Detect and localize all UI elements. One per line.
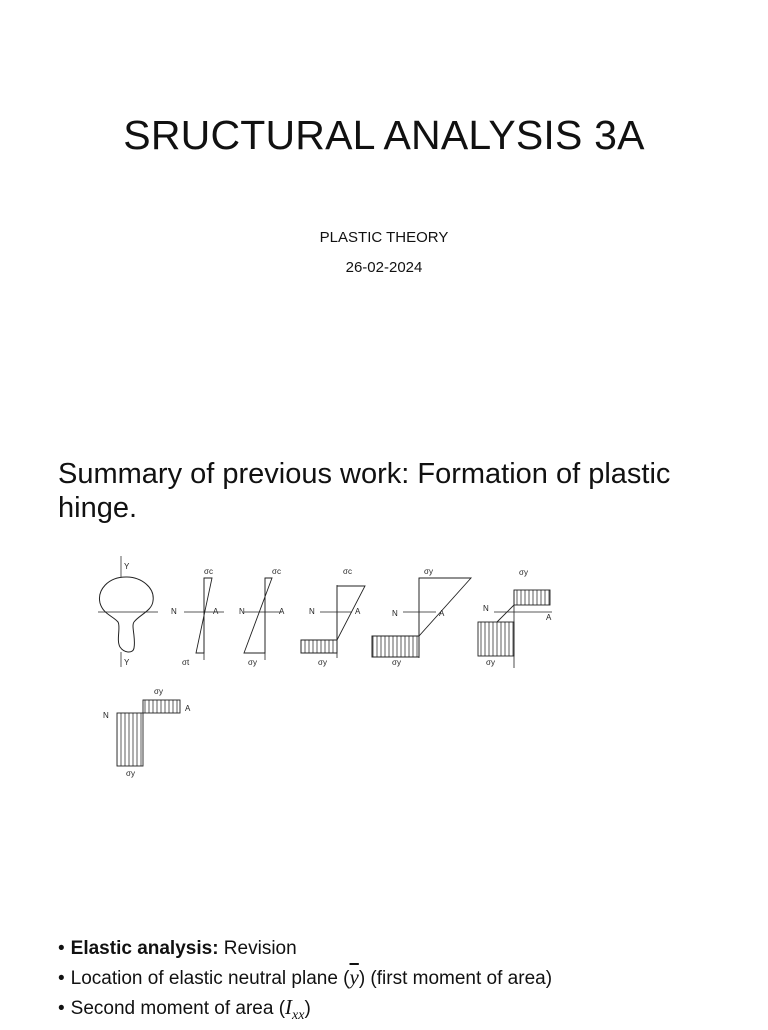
sigma-c-label-1: σc bbox=[204, 567, 213, 576]
sigma-y-label-4-top: σy bbox=[424, 567, 433, 576]
sigma-y-label-2: σy bbox=[248, 658, 257, 667]
stress-diagram-4 bbox=[372, 567, 471, 667]
sigma-y-label-4-bottom: σy bbox=[392, 658, 401, 667]
sigma-y-label-5-top: σy bbox=[519, 568, 528, 577]
n-label-2: N bbox=[239, 607, 245, 616]
a-label-4: A bbox=[439, 609, 445, 618]
bullet-second-moment: • Second moment of area $(I_{xx})$ bbox=[58, 993, 552, 1030]
bullet-list bbox=[58, 934, 552, 1030]
a-label-5: A bbox=[546, 613, 552, 622]
slide-date: 26-02-2024 bbox=[345, 259, 423, 276]
slide-subtitle: PLASTIC THEORY bbox=[319, 229, 449, 246]
summary-heading: Summary of previous work: Formation of plastic hinge. bbox=[58, 458, 671, 524]
stress-diagram-3 bbox=[301, 567, 365, 667]
slide-title: SRUCTURAL ANALYSIS 3A bbox=[123, 112, 645, 158]
y-label-bottom: Y bbox=[124, 658, 130, 667]
sigma-t-label-1: σt bbox=[182, 658, 190, 667]
sigma-y-label-3: σy bbox=[318, 658, 327, 667]
stress-diagram-2 bbox=[239, 567, 285, 667]
a-label-6: A bbox=[185, 704, 191, 713]
sigma-y-label-6-bottom: σy bbox=[126, 769, 135, 778]
bullet-neutral-plane: • Location of elastic neutral plane $(\overline{y})$ (first moment of area) bbox=[58, 963, 552, 993]
ixx-symbol: $I_{xx}$ bbox=[285, 995, 305, 1024]
y-label-top: Y bbox=[124, 562, 130, 571]
bullet-elastic-analysis: • Elastic analysis: Revision bbox=[58, 934, 552, 963]
cross-section bbox=[98, 556, 158, 667]
a-label-3: A bbox=[355, 607, 361, 616]
n-label-1: N bbox=[171, 607, 177, 616]
a-label-1: A bbox=[213, 607, 219, 616]
n-label-4: N bbox=[392, 609, 398, 618]
sigma-y-label-5-bottom: σy bbox=[486, 658, 495, 667]
stress-diagram-5 bbox=[478, 568, 552, 668]
sigma-y-label-6-top: σy bbox=[154, 687, 163, 696]
stress-diagram-1 bbox=[171, 567, 224, 667]
stress-diagram-6 bbox=[103, 687, 191, 778]
n-label-3: N bbox=[309, 607, 315, 616]
a-label-2: A bbox=[279, 607, 285, 616]
sigma-c-label-2: σc bbox=[272, 567, 281, 576]
n-label-6: N bbox=[103, 711, 109, 720]
sigma-c-label-3: σc bbox=[343, 567, 352, 576]
n-label-5: N bbox=[483, 604, 489, 613]
y-bar-symbol: $\overline{y}$ bbox=[349, 965, 359, 989]
